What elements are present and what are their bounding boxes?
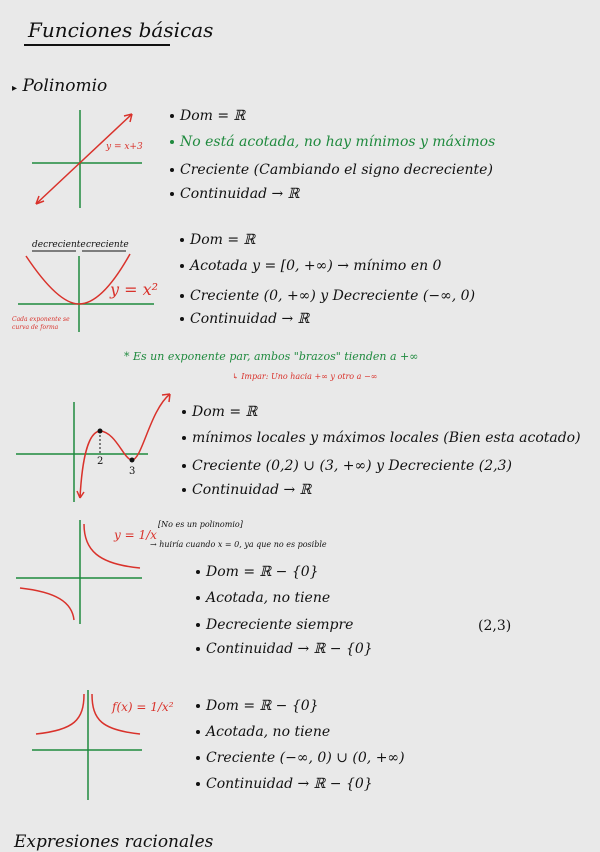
- g2-right-label: creciente: [86, 240, 129, 250]
- g2-line-1: Dom = ℝ: [180, 232, 255, 248]
- tick-3: 3: [129, 466, 136, 477]
- section-title: Polinomio: [22, 76, 108, 96]
- branch-negative: [20, 588, 74, 620]
- g2-line-3: Creciente (0, +∞) y Decreciente (−∞, 0): [180, 288, 475, 304]
- g1-line-1: Dom = ℝ: [170, 108, 245, 124]
- g5-line-3: Creciente (−∞, 0) ∪ (0, +∞): [196, 750, 405, 766]
- section-expresiones-racionales: Expresiones racionales: [14, 832, 214, 852]
- g5-label: f(x) = 1/x²: [112, 700, 174, 714]
- g4-note-2: → huiría cuando x = 0, ya que no es posible: [150, 540, 327, 549]
- g4-line-2: Acotada, no tiene: [196, 590, 330, 606]
- g5-line-1: Dom = ℝ − {0}: [196, 698, 319, 714]
- tick-2: 2: [97, 456, 104, 467]
- g4-label: y = 1/x: [114, 528, 157, 542]
- g4-line-3: Decreciente siempre: [196, 617, 353, 633]
- curve-arrows: [77, 394, 170, 498]
- g2-label: y = x²: [110, 280, 159, 299]
- section-polinomio: [12, 76, 107, 96]
- title-underline: [24, 44, 170, 46]
- g1-label: y = x+3: [106, 142, 143, 152]
- g4-extra: (2,3): [478, 618, 512, 634]
- g2-line-4: Continuidad → ℝ: [180, 311, 309, 327]
- branch-left: [36, 694, 84, 734]
- local-max-point: [98, 429, 103, 434]
- g2-left-label: decreciente: [32, 240, 86, 250]
- g3-line-3: Creciente (0,2) ∪ (3, +∞) y Decreciente (2,3): [182, 458, 512, 474]
- g1-line-4: Continuidad → ℝ: [170, 186, 299, 202]
- g5-line-2: Acotada, no tiene: [196, 724, 330, 740]
- g4-line-4: Continuidad → ℝ − {0}: [196, 641, 373, 657]
- g2-line-2: Acotada y = [0, +∞) → mínimo en 0: [180, 258, 441, 274]
- g1-line-2: No está acotada, no hay mínimos y máximos: [170, 134, 495, 150]
- graph-cubic: [16, 390, 176, 502]
- note-even-exponent: * Es un exponente par, ambos "brazos" tienden a +∞: [124, 350, 419, 363]
- g3-line-4: Continuidad → ℝ: [182, 482, 311, 498]
- g5-line-4: Continuidad → ℝ − {0}: [196, 776, 373, 792]
- g4-line-1: Dom = ℝ − {0}: [196, 564, 319, 580]
- graph-linear: [32, 108, 142, 208]
- g4-note-1: [No es un polinomio]: [158, 520, 243, 529]
- note-odd-exponent: ↳ Impar: Uno hacia +∞ y otro a −∞: [232, 372, 378, 381]
- arrow-bullet-icon: ▸: [12, 83, 18, 94]
- linear-curve: [36, 114, 132, 204]
- g3-line-2: mínimos locales y máximos locales (Bien esta acotado): [182, 430, 581, 446]
- page-title: Funciones básicas: [28, 18, 214, 42]
- cubic-curve: [80, 394, 170, 498]
- local-min-point: [130, 458, 135, 463]
- g1-line-3: Creciente (Cambiando el signo decreciente): [170, 162, 493, 178]
- g3-line-1: Dom = ℝ: [182, 404, 257, 420]
- g2-side-note: Cada exponente se curva de forma: [12, 316, 70, 331]
